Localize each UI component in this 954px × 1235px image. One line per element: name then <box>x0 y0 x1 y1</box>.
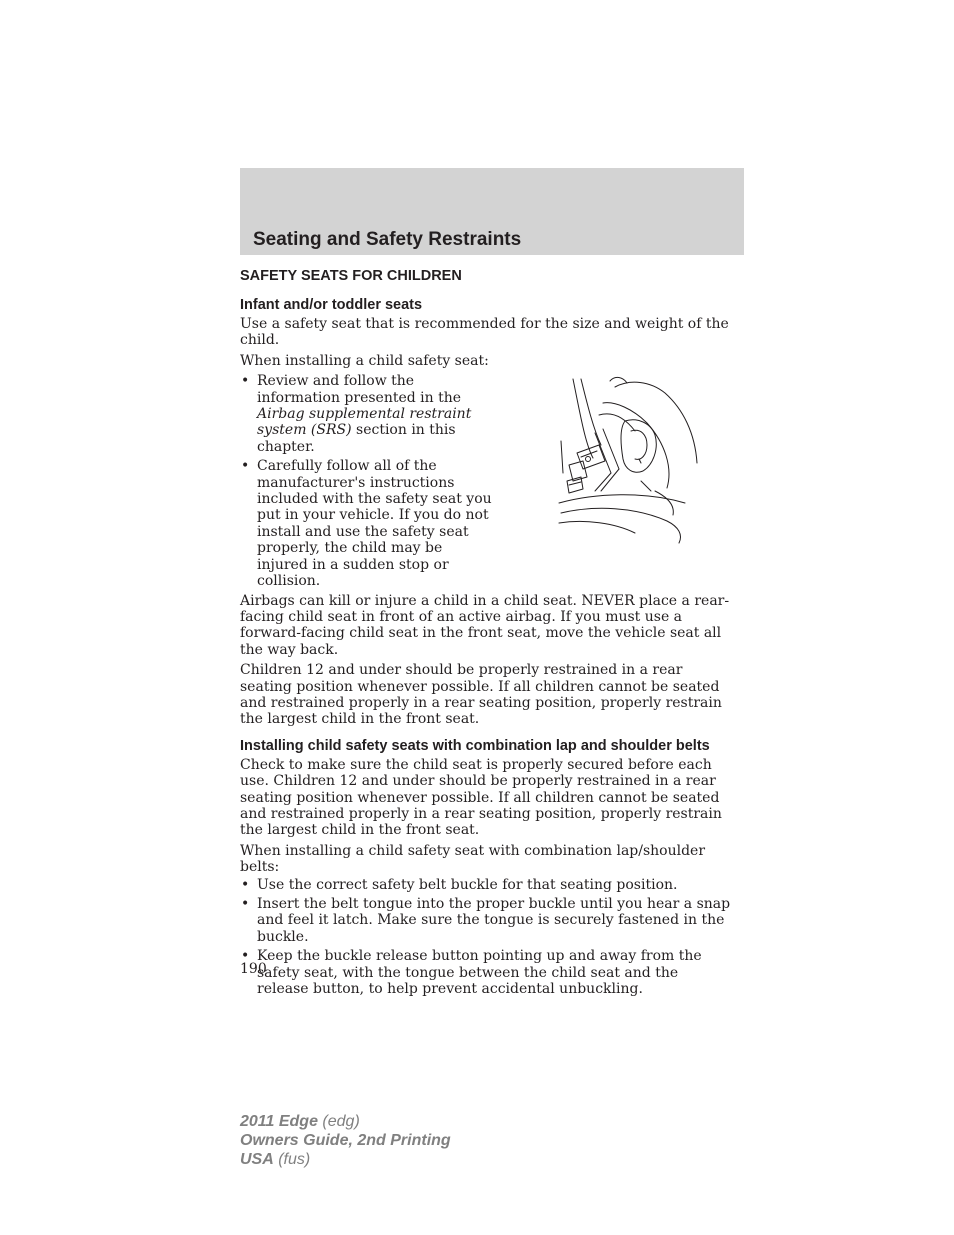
paragraph: When installing a child safety seat: <box>240 352 489 369</box>
bullet-list <box>240 373 495 589</box>
chapter-title: Seating and Safety Restraints <box>253 229 522 250</box>
list-item: • Insert the belt tongue into the proper buckle until you hear a snap and feel it latch. Make sure the tongue is securely fastened in the buckle. <box>240 896 734 945</box>
footer-region-code: (fus) <box>273 1151 311 1168</box>
footer <box>240 1112 451 1169</box>
footer-model-code: (edg) <box>317 1113 360 1130</box>
list-item-text: Review and follow the information presented in the <box>257 373 462 406</box>
section-heading: SAFETY SEATS FOR CHILDREN <box>240 268 462 284</box>
list-item <box>240 458 495 589</box>
paragraph: Check to make sure the child seat is properly secured before each use. Children 12 and under should be properly restrained in a rear seating position whenever possible. If all children cannot be seated and restrained properly in a rear seating position, properly restrain the largest child in the front seat. <box>240 756 722 839</box>
footer-line-model <box>240 1112 451 1131</box>
bullet-list <box>240 877 734 998</box>
list-item <box>240 373 495 455</box>
list-item: • Use the correct safety belt buckle for that seating position. <box>240 877 734 893</box>
paragraph: When installing a child safety seat with combination lap/shoulder belts: <box>240 842 706 876</box>
paragraph: Use a safety seat that is recommended for the size and weight of the child. <box>240 316 729 349</box>
list-item-text: Carefully follow all of the manufacturer's instructions included with the safety seat you put in your vehicle. If you do not install and use the safety seat properly, the child may be injured in a sudden stop or collision. <box>257 458 492 590</box>
subheading-infant-toddler: Infant and/or toddler seats <box>240 297 423 313</box>
footer-guide-edition: Owners Guide, 2nd Printing <box>240 1132 451 1149</box>
footer-region: USA <box>240 1151 274 1168</box>
chapter-header-band <box>240 168 744 255</box>
list-item: • Keep the buckle release button pointing up and away from the safety seat, with the tongue between the child seat and the release button, to help prevent accidental unbuckling. <box>240 948 734 997</box>
list-item-italic: Airbag supplemental restraint system (SRS) <box>257 406 472 439</box>
seat-belt-buckle-illustration-icon <box>555 373 700 545</box>
footer-line-region <box>240 1150 451 1169</box>
list-item-text: section in this chapter. <box>257 422 456 455</box>
subheading-lap-shoulder-belts: Installing child safety seats with combination lap and shoulder belts <box>240 737 710 754</box>
paragraph: Children 12 and under should be properly restrained in a rear seating position whenever possible. If all children cannot be seated and restrained properly in a rear seating position, properly restrain the largest child in the front seat. <box>240 662 722 728</box>
page-number: 190 <box>240 961 267 977</box>
footer-model: 2011 Edge <box>240 1113 318 1130</box>
paragraph: Airbags can kill or injure a child in a child seat. NEVER place a rear-facing child seat in front of an active airbag. If you must use a forward-facing child seat in the front seat, move the vehicle seat all the way back. <box>240 592 730 658</box>
